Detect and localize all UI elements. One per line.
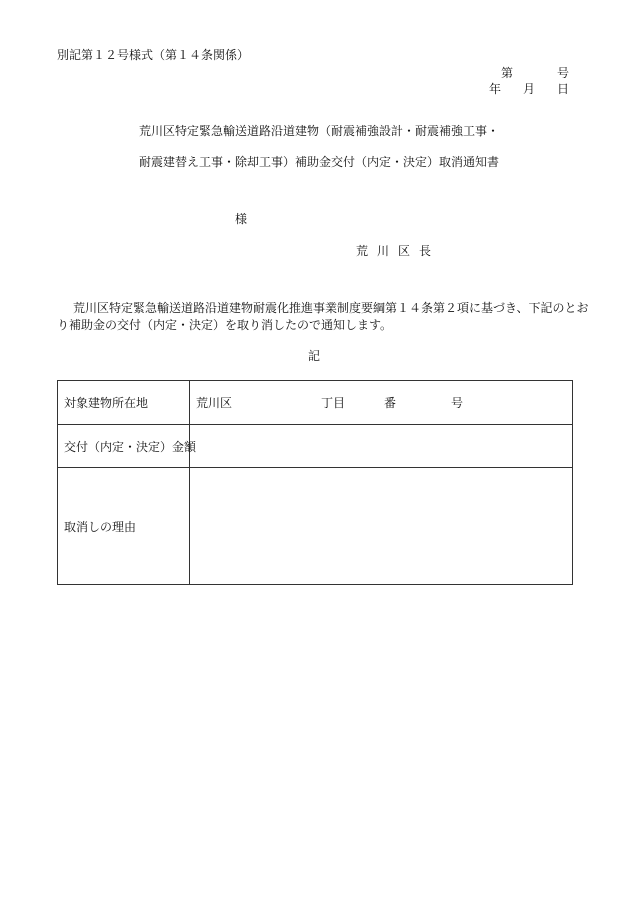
row-label-cancel-reason: 取消しの理由 [58, 468, 190, 585]
date-day-label: 日 [557, 82, 570, 96]
date-month-label: 月 [523, 82, 536, 96]
form-number: 別記第１２号様式（第１４条関係） [57, 48, 250, 62]
cancel-reason-field[interactable] [190, 468, 573, 585]
document-title-line-1: 荒川区特定緊急輸送道路沿道建物（耐震補強設計・耐震補強工事・ [139, 124, 500, 138]
address-ward: 荒川区 [196, 396, 233, 410]
row-label-grant-amount: 交付（内定・決定）金額 [58, 425, 190, 468]
address-ban: 番 [384, 396, 397, 410]
table-row [58, 381, 573, 425]
detail-table [57, 380, 573, 585]
address-chome: 丁目 [321, 396, 346, 410]
table-row [58, 425, 573, 468]
grant-amount-field[interactable] [190, 425, 573, 468]
document-number-suffix: 号 [557, 66, 570, 80]
row-label-building-location: 対象建物所在地 [58, 381, 190, 425]
issuer-name: 荒川区長 [356, 244, 441, 258]
document-title-line-2: 耐震建替え工事・除却工事）補助金交付（内定・決定）取消通知書 [139, 155, 500, 169]
ki-heading: 記 [308, 349, 321, 363]
document-number-prefix: 第 [501, 66, 514, 80]
addressee-honorific: 様 [235, 212, 248, 226]
address-go: 号 [451, 396, 464, 410]
table-row [58, 468, 573, 585]
building-location-field[interactable] [190, 381, 573, 425]
date-year-label: 年 [489, 82, 502, 96]
body-text-line-2: り補助金の交付（内定・決定）を取り消したので通知します。 [57, 318, 393, 332]
body-text-line-1: 荒川区特定緊急輸送道路沿道建物耐震化推進事業制度要綱第１４条第２項に基づき、下記のとお [73, 301, 589, 315]
